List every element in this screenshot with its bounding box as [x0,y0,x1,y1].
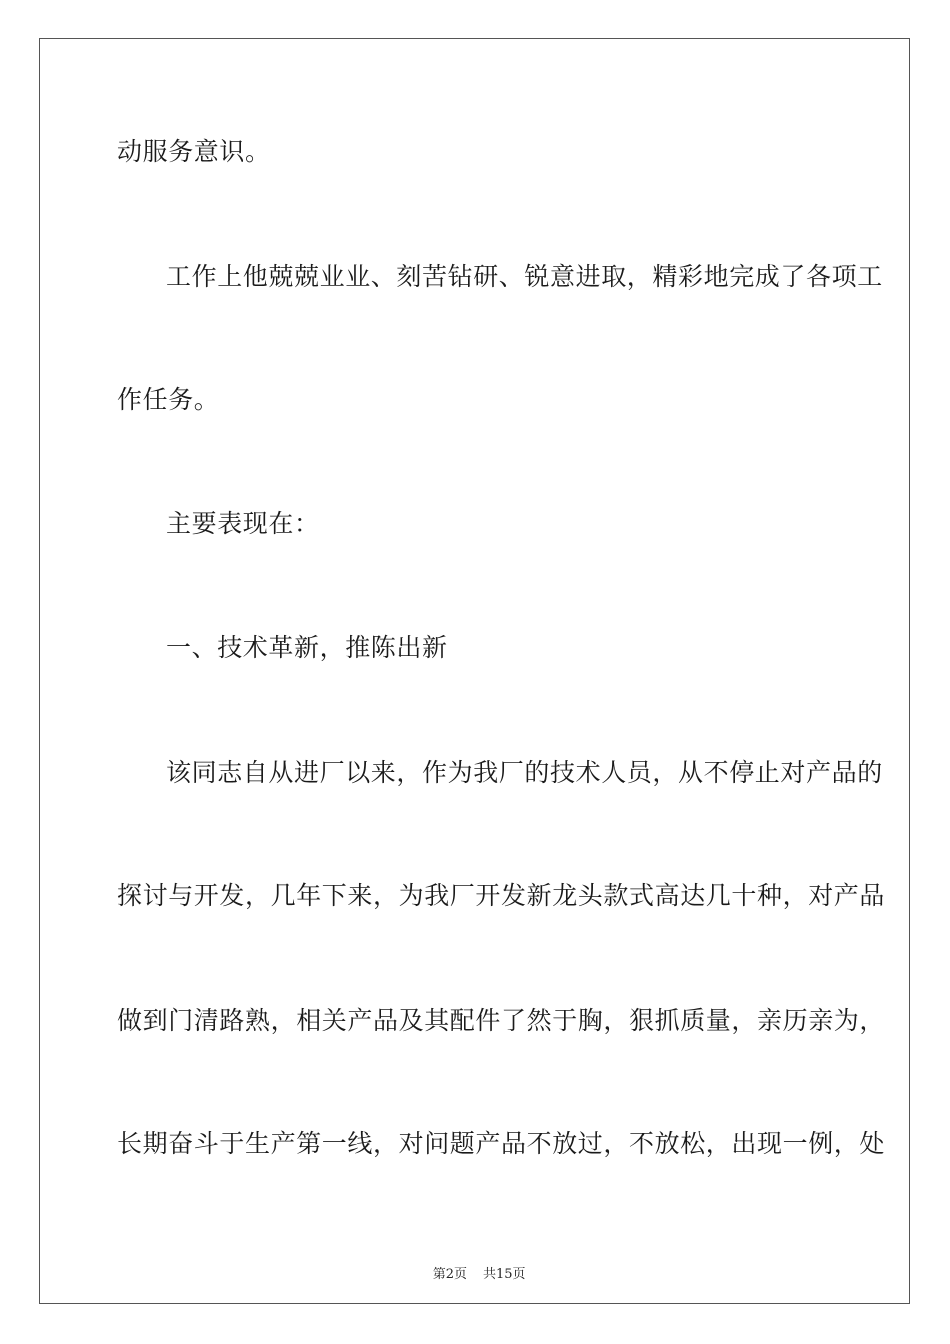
text-line-1: 动服务意识。 [117,137,271,166]
text-line-5: 一、技术革新，推陈出新 [166,633,448,662]
page-number: 第2页 [432,1267,467,1282]
text-line-3: 作任务。 [117,385,220,414]
page-border [39,38,910,1304]
text-line-6: 该同志自从进厂以来，作为我厂的技术人员，从不停止对产品的 [166,758,883,787]
page-total: 共15页 [483,1267,526,1282]
text-line-7: 探讨与开发，几年下来，为我厂开发新龙头款式高达几十种，对产品 [117,881,886,910]
text-line-4: 主要表现在： [166,509,320,538]
text-line-8: 做到门清路熟，相关产品及其配件了然于胸，狠抓质量，亲历亲为， [117,1006,886,1035]
text-line-2: 工作上他兢兢业业、刻苦钻研、锐意进取，精彩地完成了各项工 [166,262,883,291]
text-line-9: 长期奋斗于生产第一线，对问题产品不放过，不放松，出现一例，处 [117,1129,886,1158]
page-footer [0,1248,950,1282]
